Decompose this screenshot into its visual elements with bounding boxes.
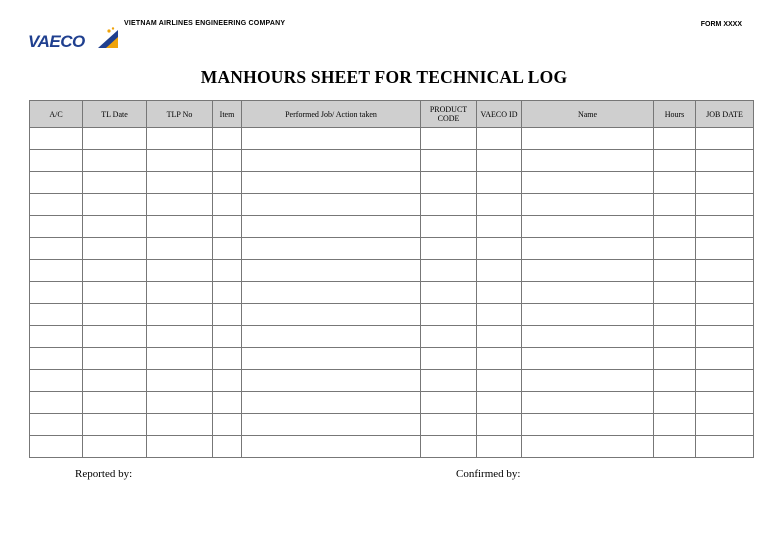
- cell-job-date[interactable]: [696, 348, 754, 370]
- cell-hours[interactable]: [654, 216, 696, 238]
- cell-performed-job[interactable]: [242, 150, 421, 172]
- cell-item[interactable]: [213, 436, 242, 458]
- cell-performed-job[interactable]: [242, 128, 421, 150]
- cell-vaeco-id[interactable]: [477, 326, 522, 348]
- cell-product-code[interactable]: [421, 194, 477, 216]
- cell-job-date[interactable]: [696, 436, 754, 458]
- cell-performed-job[interactable]: [242, 194, 421, 216]
- table-row: [30, 150, 754, 172]
- cell-tlp-no[interactable]: [147, 436, 213, 458]
- confirmed-by-label: Confirmed by:: [456, 468, 521, 480]
- header-product-code: PRODUCT CODE: [421, 101, 477, 128]
- table-row: [30, 194, 754, 216]
- cell-performed-job[interactable]: [242, 238, 421, 260]
- header-item: Item: [213, 101, 242, 128]
- cell-job-date[interactable]: [696, 326, 754, 348]
- reported-by-label: Reported by:: [75, 468, 133, 480]
- cell-item[interactable]: [213, 150, 242, 172]
- table-row: [30, 370, 754, 392]
- cell-name[interactable]: [522, 304, 654, 326]
- cell-tlp-no[interactable]: [147, 348, 213, 370]
- cell-job-date[interactable]: [696, 194, 754, 216]
- cell-item[interactable]: [213, 238, 242, 260]
- cell-tl-date[interactable]: [83, 348, 147, 370]
- cell-performed-job[interactable]: [242, 282, 421, 304]
- cell-item[interactable]: [213, 370, 242, 392]
- table-row: [30, 414, 754, 436]
- cell-performed-job[interactable]: [242, 304, 421, 326]
- cell-item[interactable]: [213, 260, 242, 282]
- cell-vaeco-id[interactable]: [477, 128, 522, 150]
- cell-name[interactable]: [522, 348, 654, 370]
- cell-job-date[interactable]: [696, 238, 754, 260]
- cell-hours[interactable]: [654, 172, 696, 194]
- cell-hours[interactable]: [654, 282, 696, 304]
- cell-vaeco-id[interactable]: [477, 260, 522, 282]
- table-row: [30, 216, 754, 238]
- cell-tl-date[interactable]: [83, 436, 147, 458]
- cell-tl-date[interactable]: [83, 216, 147, 238]
- table-row: [30, 282, 754, 304]
- cell-performed-job[interactable]: [242, 260, 421, 282]
- cell-product-code[interactable]: [421, 414, 477, 436]
- company-name: VIETNAM AIRLINES ENGINEERING COMPANY: [124, 20, 286, 27]
- vaeco-logo: [28, 26, 126, 52]
- cell-hours[interactable]: [654, 260, 696, 282]
- cell-tlp-no[interactable]: [147, 326, 213, 348]
- manhours-table: [29, 100, 754, 458]
- cell-tlp-no[interactable]: [147, 304, 213, 326]
- header-hours: Hours: [654, 101, 696, 128]
- header-job-date: JOB DATE: [696, 101, 754, 128]
- cell-performed-job[interactable]: [242, 348, 421, 370]
- cell-tlp-no[interactable]: [147, 216, 213, 238]
- cell-item[interactable]: [213, 282, 242, 304]
- cell-tlp-no[interactable]: [147, 370, 213, 392]
- cell-vaeco-id[interactable]: [477, 282, 522, 304]
- cell-ac[interactable]: [30, 282, 83, 304]
- cell-performed-job[interactable]: [242, 216, 421, 238]
- cell-tl-date[interactable]: [83, 238, 147, 260]
- cell-ac[interactable]: [30, 194, 83, 216]
- table-header-row: [30, 101, 754, 128]
- cell-product-code[interactable]: [421, 128, 477, 150]
- cell-name[interactable]: [522, 150, 654, 172]
- cell-tl-date[interactable]: [83, 370, 147, 392]
- cell-tl-date[interactable]: [83, 304, 147, 326]
- cell-performed-job[interactable]: [242, 370, 421, 392]
- table-row: [30, 128, 754, 150]
- table-row: [30, 348, 754, 370]
- cell-vaeco-id[interactable]: [477, 238, 522, 260]
- cell-hours[interactable]: [654, 194, 696, 216]
- table-row: [30, 172, 754, 194]
- cell-job-date[interactable]: [696, 150, 754, 172]
- form-number: FORM XXXX: [700, 21, 742, 28]
- cell-product-code[interactable]: [421, 238, 477, 260]
- cell-ac[interactable]: [30, 238, 83, 260]
- cell-vaeco-id[interactable]: [477, 392, 522, 414]
- cell-hours[interactable]: [654, 150, 696, 172]
- cell-item[interactable]: [213, 304, 242, 326]
- cell-job-date[interactable]: [696, 216, 754, 238]
- cell-product-code[interactable]: [421, 282, 477, 304]
- cell-product-code[interactable]: [421, 260, 477, 282]
- cell-ac[interactable]: [30, 392, 83, 414]
- cell-tlp-no[interactable]: [147, 282, 213, 304]
- cell-product-code[interactable]: [421, 370, 477, 392]
- cell-product-code[interactable]: [421, 392, 477, 414]
- cell-ac[interactable]: [30, 370, 83, 392]
- cell-vaeco-id[interactable]: [477, 348, 522, 370]
- cell-ac[interactable]: [30, 150, 83, 172]
- cell-tl-date[interactable]: [83, 282, 147, 304]
- cell-performed-job[interactable]: [242, 326, 421, 348]
- cell-name[interactable]: [522, 194, 654, 216]
- table-body: [30, 128, 754, 458]
- cell-tl-date[interactable]: [83, 194, 147, 216]
- cell-hours[interactable]: [654, 414, 696, 436]
- cell-hours[interactable]: [654, 326, 696, 348]
- cell-tlp-no[interactable]: [147, 172, 213, 194]
- cell-vaeco-id[interactable]: [477, 370, 522, 392]
- table-row: [30, 238, 754, 260]
- cell-vaeco-id[interactable]: [477, 216, 522, 238]
- cell-job-date[interactable]: [696, 282, 754, 304]
- page-title: MANHOURS SHEET FOR TECHNICAL LOG: [200, 67, 568, 87]
- cell-hours[interactable]: [654, 392, 696, 414]
- cell-tl-date[interactable]: [83, 326, 147, 348]
- cell-tlp-no[interactable]: [147, 150, 213, 172]
- cell-hours[interactable]: [654, 348, 696, 370]
- cell-tl-date[interactable]: [83, 172, 147, 194]
- cell-name[interactable]: [522, 172, 654, 194]
- cell-hours[interactable]: [654, 370, 696, 392]
- table-row: [30, 260, 754, 282]
- table-row: [30, 392, 754, 414]
- table-row: [30, 326, 754, 348]
- header-name: Name: [522, 101, 654, 128]
- cell-job-date[interactable]: [696, 304, 754, 326]
- cell-name[interactable]: [522, 260, 654, 282]
- cell-name[interactable]: [522, 414, 654, 436]
- cell-vaeco-id[interactable]: [477, 172, 522, 194]
- logo-text: VAECO: [28, 32, 85, 51]
- cell-name[interactable]: [522, 370, 654, 392]
- cell-product-code[interactable]: [421, 172, 477, 194]
- cell-name[interactable]: [522, 436, 654, 458]
- cell-tlp-no[interactable]: [147, 414, 213, 436]
- cell-name[interactable]: [522, 392, 654, 414]
- cell-hours[interactable]: [654, 238, 696, 260]
- header-ac: A/C: [30, 101, 83, 128]
- cell-tlp-no[interactable]: [147, 260, 213, 282]
- cell-job-date[interactable]: [696, 128, 754, 150]
- cell-name[interactable]: [522, 238, 654, 260]
- cell-job-date[interactable]: [696, 414, 754, 436]
- cell-tl-date[interactable]: [83, 414, 147, 436]
- cell-job-date[interactable]: [696, 370, 754, 392]
- cell-name[interactable]: [522, 282, 654, 304]
- cell-product-code[interactable]: [421, 348, 477, 370]
- cell-name[interactable]: [522, 128, 654, 150]
- cell-item[interactable]: [213, 216, 242, 238]
- header-tl-date: TL Date: [83, 101, 147, 128]
- header-vaeco-id: VAECO ID: [477, 101, 522, 128]
- cell-vaeco-id[interactable]: [477, 194, 522, 216]
- cell-ac[interactable]: [30, 128, 83, 150]
- cell-performed-job[interactable]: [242, 414, 421, 436]
- cell-job-date[interactable]: [696, 392, 754, 414]
- cell-vaeco-id[interactable]: [477, 150, 522, 172]
- cell-vaeco-id[interactable]: [477, 436, 522, 458]
- cell-product-code[interactable]: [421, 436, 477, 458]
- cell-job-date[interactable]: [696, 260, 754, 282]
- cell-tl-date[interactable]: [83, 128, 147, 150]
- cell-name[interactable]: [522, 216, 654, 238]
- cell-ac[interactable]: [30, 216, 83, 238]
- cell-performed-job[interactable]: [242, 436, 421, 458]
- cell-item[interactable]: [213, 392, 242, 414]
- cell-item[interactable]: [213, 128, 242, 150]
- plane-wing-icon: [92, 26, 122, 52]
- cell-vaeco-id[interactable]: [477, 414, 522, 436]
- cell-tl-date[interactable]: [83, 260, 147, 282]
- cell-performed-job[interactable]: [242, 172, 421, 194]
- table-row: [30, 304, 754, 326]
- header-tlp-no: TLP No: [147, 101, 213, 128]
- cell-ac[interactable]: [30, 436, 83, 458]
- cell-item[interactable]: [213, 194, 242, 216]
- cell-vaeco-id[interactable]: [477, 304, 522, 326]
- cell-hours[interactable]: [654, 128, 696, 150]
- cell-tlp-no[interactable]: [147, 194, 213, 216]
- cell-ac[interactable]: [30, 260, 83, 282]
- cell-job-date[interactable]: [696, 172, 754, 194]
- cell-item[interactable]: [213, 414, 242, 436]
- cell-hours[interactable]: [654, 436, 696, 458]
- cell-tlp-no[interactable]: [147, 128, 213, 150]
- cell-tl-date[interactable]: [83, 150, 147, 172]
- cell-name[interactable]: [522, 326, 654, 348]
- cell-tl-date[interactable]: [83, 392, 147, 414]
- cell-product-code[interactable]: [421, 150, 477, 172]
- cell-item[interactable]: [213, 326, 242, 348]
- cell-product-code[interactable]: [421, 326, 477, 348]
- cell-hours[interactable]: [654, 304, 696, 326]
- cell-performed-job[interactable]: [242, 392, 421, 414]
- cell-ac[interactable]: [30, 172, 83, 194]
- cell-ac[interactable]: [30, 304, 83, 326]
- header-performed-job: Performed Job/ Action taken: [242, 101, 421, 128]
- cell-tlp-no[interactable]: [147, 238, 213, 260]
- cell-item[interactable]: [213, 172, 242, 194]
- cell-tlp-no[interactable]: [147, 392, 213, 414]
- cell-ac[interactable]: [30, 348, 83, 370]
- table-row: [30, 436, 754, 458]
- cell-ac[interactable]: [30, 326, 83, 348]
- cell-ac[interactable]: [30, 414, 83, 436]
- cell-item[interactable]: [213, 348, 242, 370]
- cell-product-code[interactable]: [421, 216, 477, 238]
- cell-product-code[interactable]: [421, 304, 477, 326]
